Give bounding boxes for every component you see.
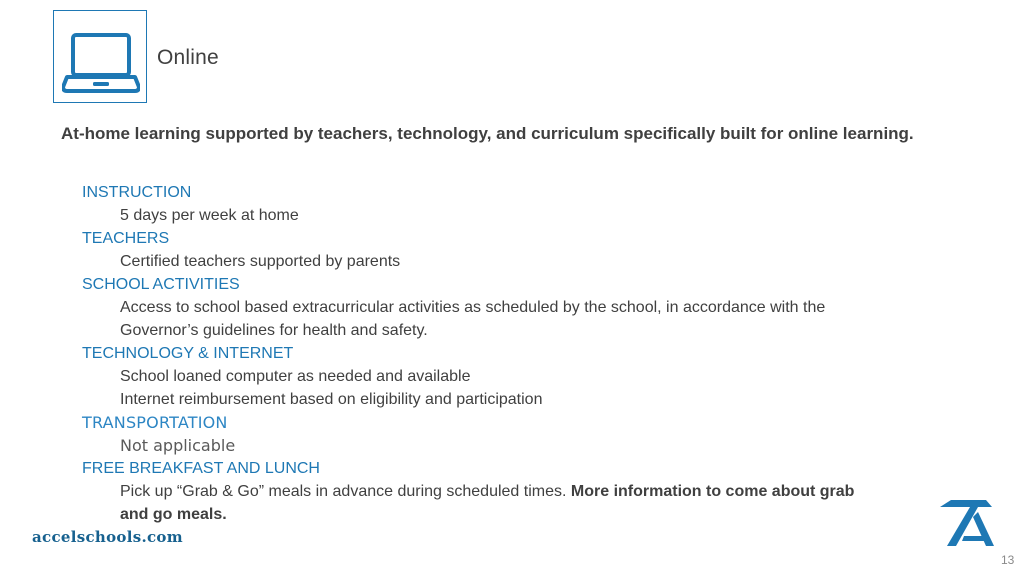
info-sections — [82, 181, 942, 526]
section-heading-transportation: TRANSPORTATION — [82, 413, 228, 432]
section-line: Internet reimbursement based on eligibility and participation — [120, 391, 543, 408]
footer-brand: accelschools.com — [32, 528, 183, 546]
accel-logo-icon — [940, 500, 994, 546]
section-line: School loaned computer as needed and available — [120, 368, 471, 385]
meals-more-info-cont: and go meals. — [120, 506, 227, 523]
section-line: Governor’s guidelines for health and safety. — [120, 322, 428, 339]
meals-text: Pick up “Grab & Go” meals in advance during scheduled times. — [120, 483, 571, 500]
section-heading-school-activities: SCHOOL ACTIVITIES — [82, 276, 240, 293]
section-heading-meals: FREE BREAKFAST AND LUNCH — [82, 460, 320, 477]
section-line-meals — [82, 480, 942, 503]
intro-text: At-home learning supported by teachers, technology, and curriculum specifically built for online learning. — [61, 124, 914, 143]
page-title: Online — [157, 46, 219, 69]
section-heading-technology: TECHNOLOGY & INTERNET — [82, 345, 294, 362]
section-line-meals-cont — [82, 503, 942, 526]
laptop-icon — [62, 33, 140, 95]
section-heading-instruction: INSTRUCTION — [82, 184, 192, 201]
section-line: 5 days per week at home — [120, 207, 299, 224]
laptop-icon-frame — [53, 10, 147, 103]
section-line: Certified teachers supported by parents — [120, 253, 401, 270]
section-line: Not applicable — [120, 436, 236, 455]
section-line: Access to school based extracurricular activities as scheduled by the school, in accordance with the — [120, 299, 826, 316]
meals-more-info: More information to come about grab — [570, 483, 855, 500]
page-number: 13 — [1001, 553, 1015, 567]
section-heading-teachers: TEACHERS — [82, 230, 170, 247]
